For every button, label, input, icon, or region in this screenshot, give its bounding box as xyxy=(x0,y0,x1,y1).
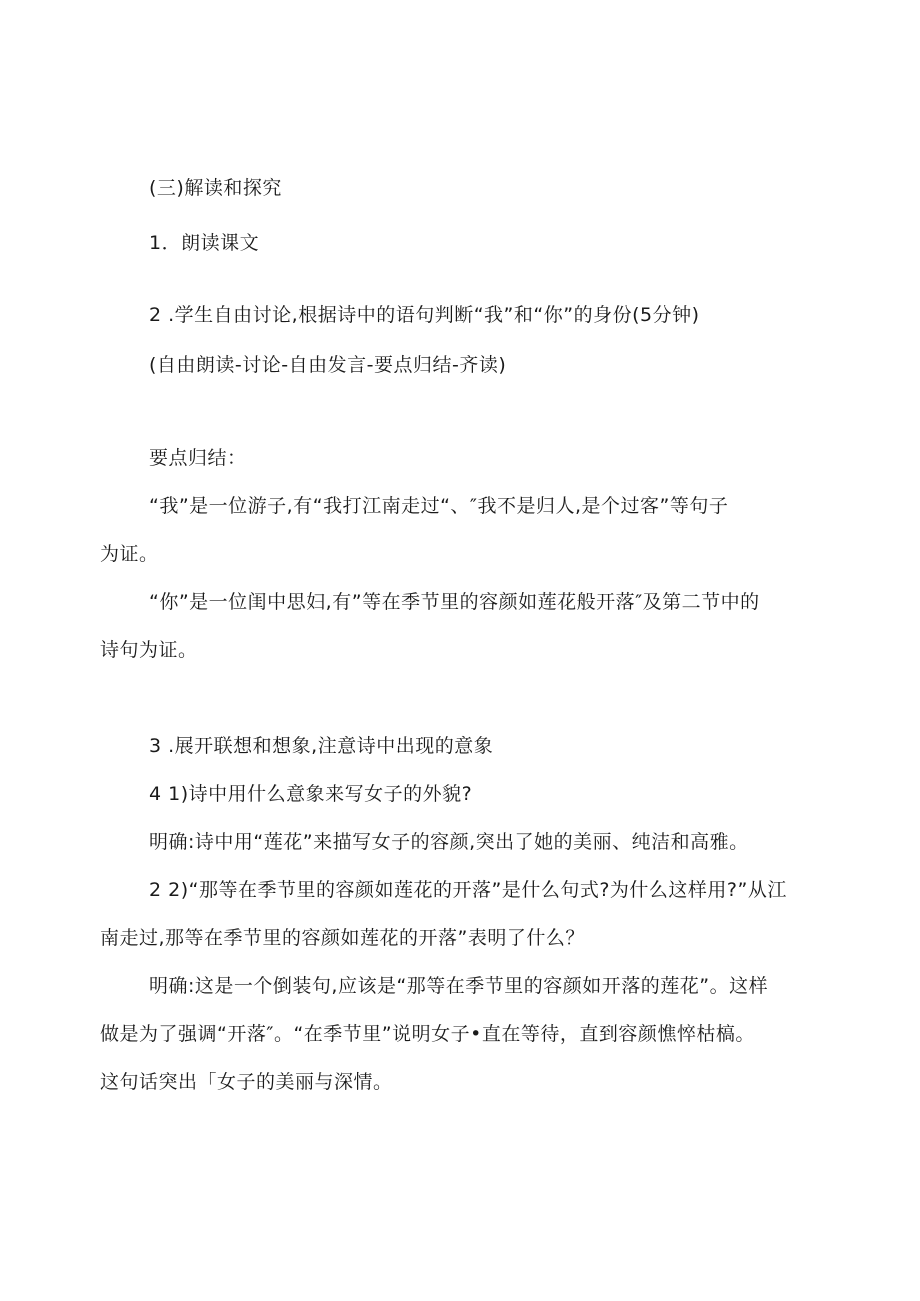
summary-heading: 要点归结： xyxy=(149,447,247,469)
item-2-note: (自由朗读-讨论-自由发言-要点归结-齐读) xyxy=(149,354,507,376)
question-1: 4 1)诗中用什么意象来写女子的外貌? xyxy=(149,783,473,805)
item-3: 3 .展开联想和想象,注意诗中出现的意象 xyxy=(149,735,494,757)
item-2: 2 .学生自由讨论,根据诗中的语句判断“我”和“你”的身份(5分钟) xyxy=(149,304,700,326)
section-heading: (三)解读和探究 xyxy=(149,177,282,199)
question-2-line-2: 南走过,那等在季节里的容颜如莲花的开落”表明了什么？ xyxy=(100,927,585,949)
answer-2-line-3: 这句话突出「女子的美丽与深情。 xyxy=(100,1071,393,1093)
summary-paragraph-2-line-1: “你”是一位闺中思妇,有”等在季节里的容颜如莲花般开落″及第二节中的 xyxy=(149,591,760,613)
question-2-line-1: 2 2)“那等在季节里的容颜如莲花的开落”是什么句式?为什么这样用?”从江 xyxy=(149,879,787,901)
answer-2-line-1: 明确:这是一个倒装句,应该是“那等在季节里的容颜如开落的莲花”。这样 xyxy=(149,975,769,997)
summary-paragraph-1-line-1: “我”是一位游子,有“我打江南走过“、″我不是归人,是个过客”等句子 xyxy=(149,495,729,517)
summary-paragraph-2-line-2: 诗句为证。 xyxy=(100,639,198,661)
answer-2-line-2: 做是为了强调“开落″。“在季节里”说明女子•直在等待，直到容颜憔悴枯槁。 xyxy=(100,1023,755,1045)
summary-paragraph-1-line-2: 为证。 xyxy=(100,543,159,565)
item-1: 1．朗读课文 xyxy=(149,232,260,254)
answer-1: 明确:诗中用“莲花”来描写女子的容颜,突出了她的美丽、纯洁和高雅。 xyxy=(149,831,749,853)
